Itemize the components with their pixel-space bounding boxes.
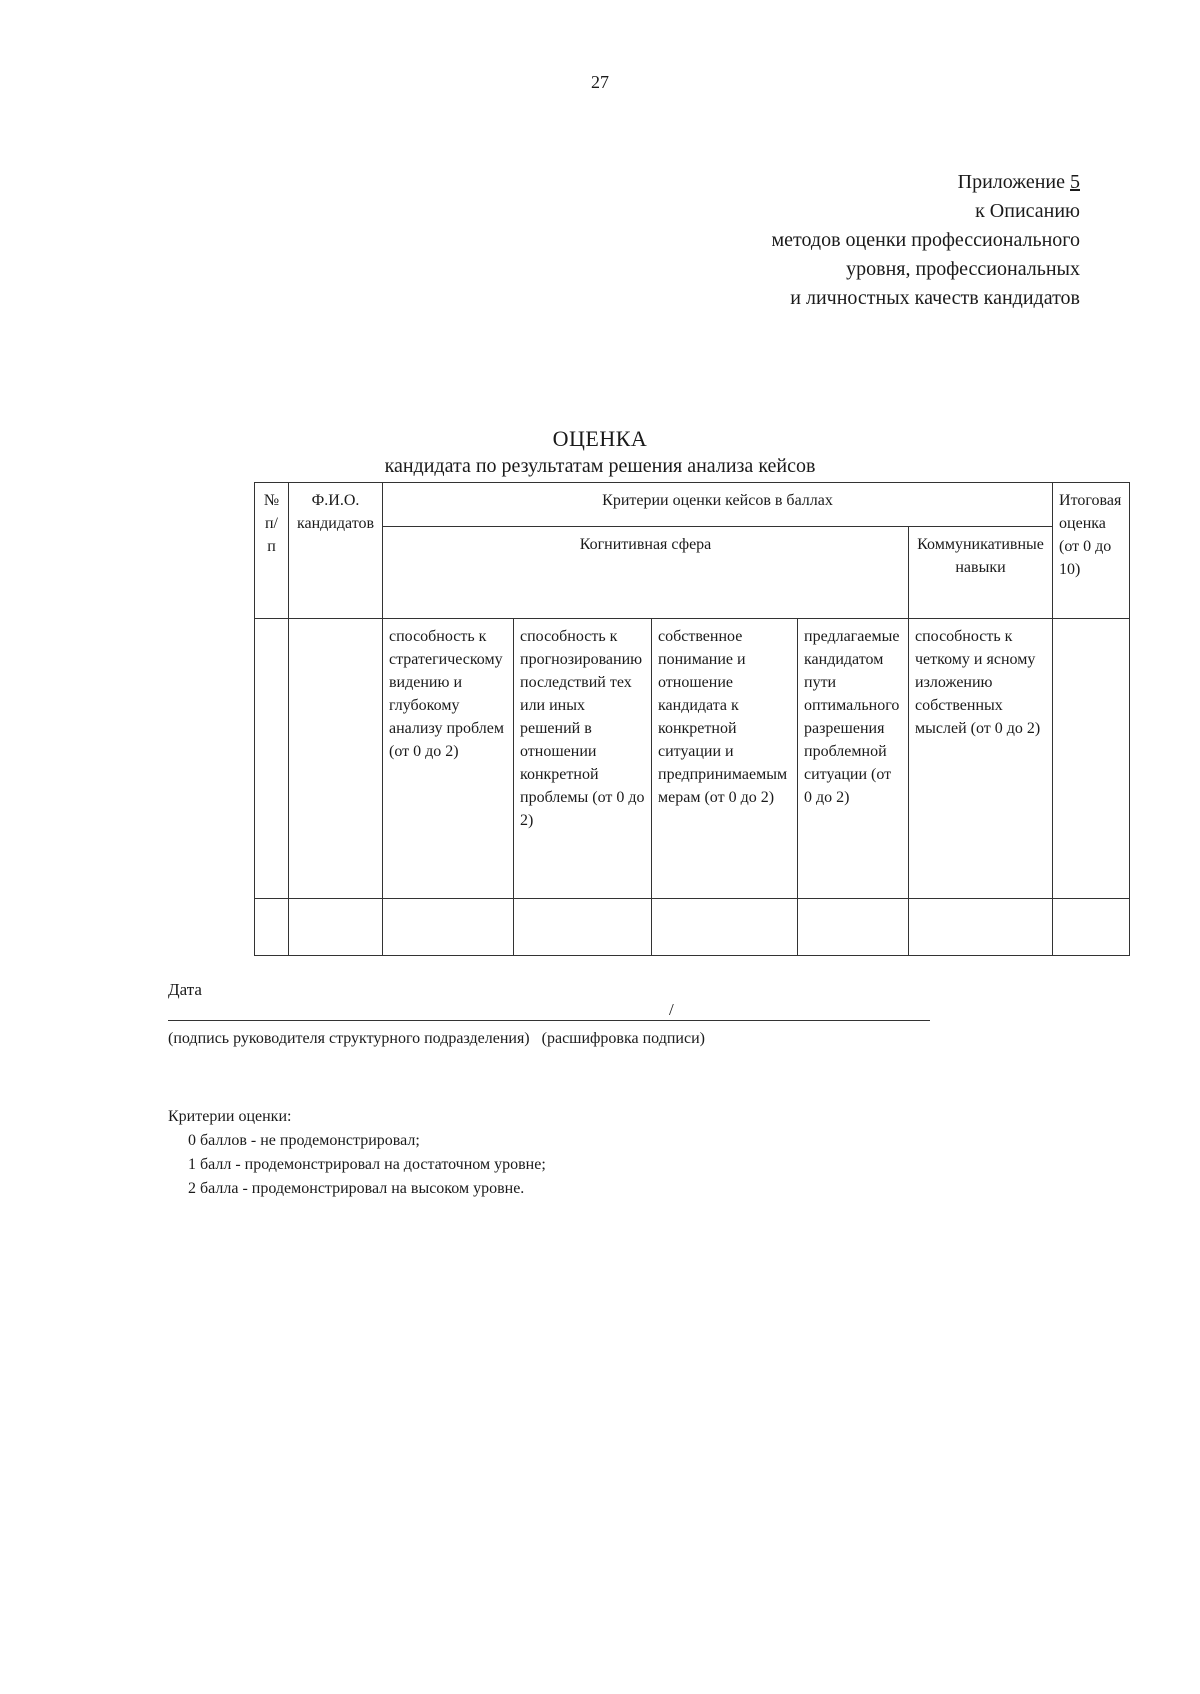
criteria-item: 0 баллов - не продемонстрировал; — [188, 1132, 420, 1149]
header-total: Итоговая оценка (от 0 до 10) — [1053, 483, 1130, 619]
data-cell[interactable] — [289, 899, 383, 956]
appendix-number: 5 — [1070, 171, 1080, 193]
header-criteria: Критерии оценки кейсов в баллах — [383, 483, 1053, 527]
cell-empty-total — [1053, 619, 1130, 899]
data-cell[interactable] — [909, 899, 1053, 956]
data-cell[interactable] — [514, 899, 652, 956]
criteria-legend — [168, 1105, 546, 1201]
cell-empty-fio — [289, 619, 383, 899]
header-communicative: Коммуникативные навыки — [909, 527, 1053, 619]
criteria-heading: Критерии оценки: — [168, 1108, 292, 1125]
appendix-line-5: и личностных качеств кандидатов — [790, 287, 1080, 309]
header-fio: Ф.И.О. кандидатов — [289, 483, 383, 619]
data-cell[interactable] — [652, 899, 798, 956]
signature-line[interactable] — [168, 1020, 930, 1021]
signature-caption-left: (подпись руководителя структурного подразделения) — [168, 1030, 530, 1047]
date-label: Дата — [168, 980, 202, 999]
cell-empty-num — [255, 619, 289, 899]
page-number: 27 — [591, 72, 609, 92]
criterion-2: способность к прогнозированию последствий тех или иных решений в отношении конкретной проблемы (от 0 до 2) — [514, 619, 652, 899]
criterion-5: способность к четкому и ясному изложению собственных мыслей (от 0 до 2) — [909, 619, 1053, 899]
header-cognitive: Когнитивная сфера — [383, 527, 909, 619]
appendix-prefix: Приложение — [957, 171, 1070, 193]
signature-slash: / — [669, 1000, 674, 1019]
evaluation-table — [254, 482, 1130, 956]
data-cell[interactable] — [798, 899, 909, 956]
data-cell[interactable] — [1053, 899, 1130, 956]
appendix-line-2: к Описанию — [975, 200, 1080, 222]
data-cell[interactable] — [255, 899, 289, 956]
appendix-line-4: уровня, профессиональных — [846, 258, 1080, 280]
criteria-item: 1 балл - продемонстрировал на достаточном уровне; — [188, 1156, 546, 1173]
header-number: № п/п — [255, 483, 289, 619]
appendix-header — [771, 168, 1080, 313]
criterion-3: собственное понимание и отношение кандидата к конкретной ситуации и предпринимаемым мерам (от 0 до 2) — [652, 619, 798, 899]
signature-captions — [168, 1030, 705, 1048]
criteria-item: 2 балла - продемонстрировал на высоком уровне. — [188, 1180, 525, 1197]
appendix-line-3: методов оценки профессионального — [771, 229, 1080, 251]
criterion-1: способность к стратегическому видению и глубокому анализу проблем (от 0 до 2) — [383, 619, 514, 899]
criterion-4: предлагаемые кандидатом пути оптимального разрешения проблемной ситуации (от 0 до 2) — [798, 619, 909, 899]
signature-caption-right: (расшифровка подписи) — [541, 1030, 705, 1047]
document-subtitle: кандидата по результатам решения анализа кейсов — [384, 455, 816, 477]
data-cell[interactable] — [383, 899, 514, 956]
date-field — [168, 980, 202, 1000]
document-title: ОЦЕНКА — [552, 426, 648, 451]
appendix-line-1 — [771, 168, 1080, 197]
